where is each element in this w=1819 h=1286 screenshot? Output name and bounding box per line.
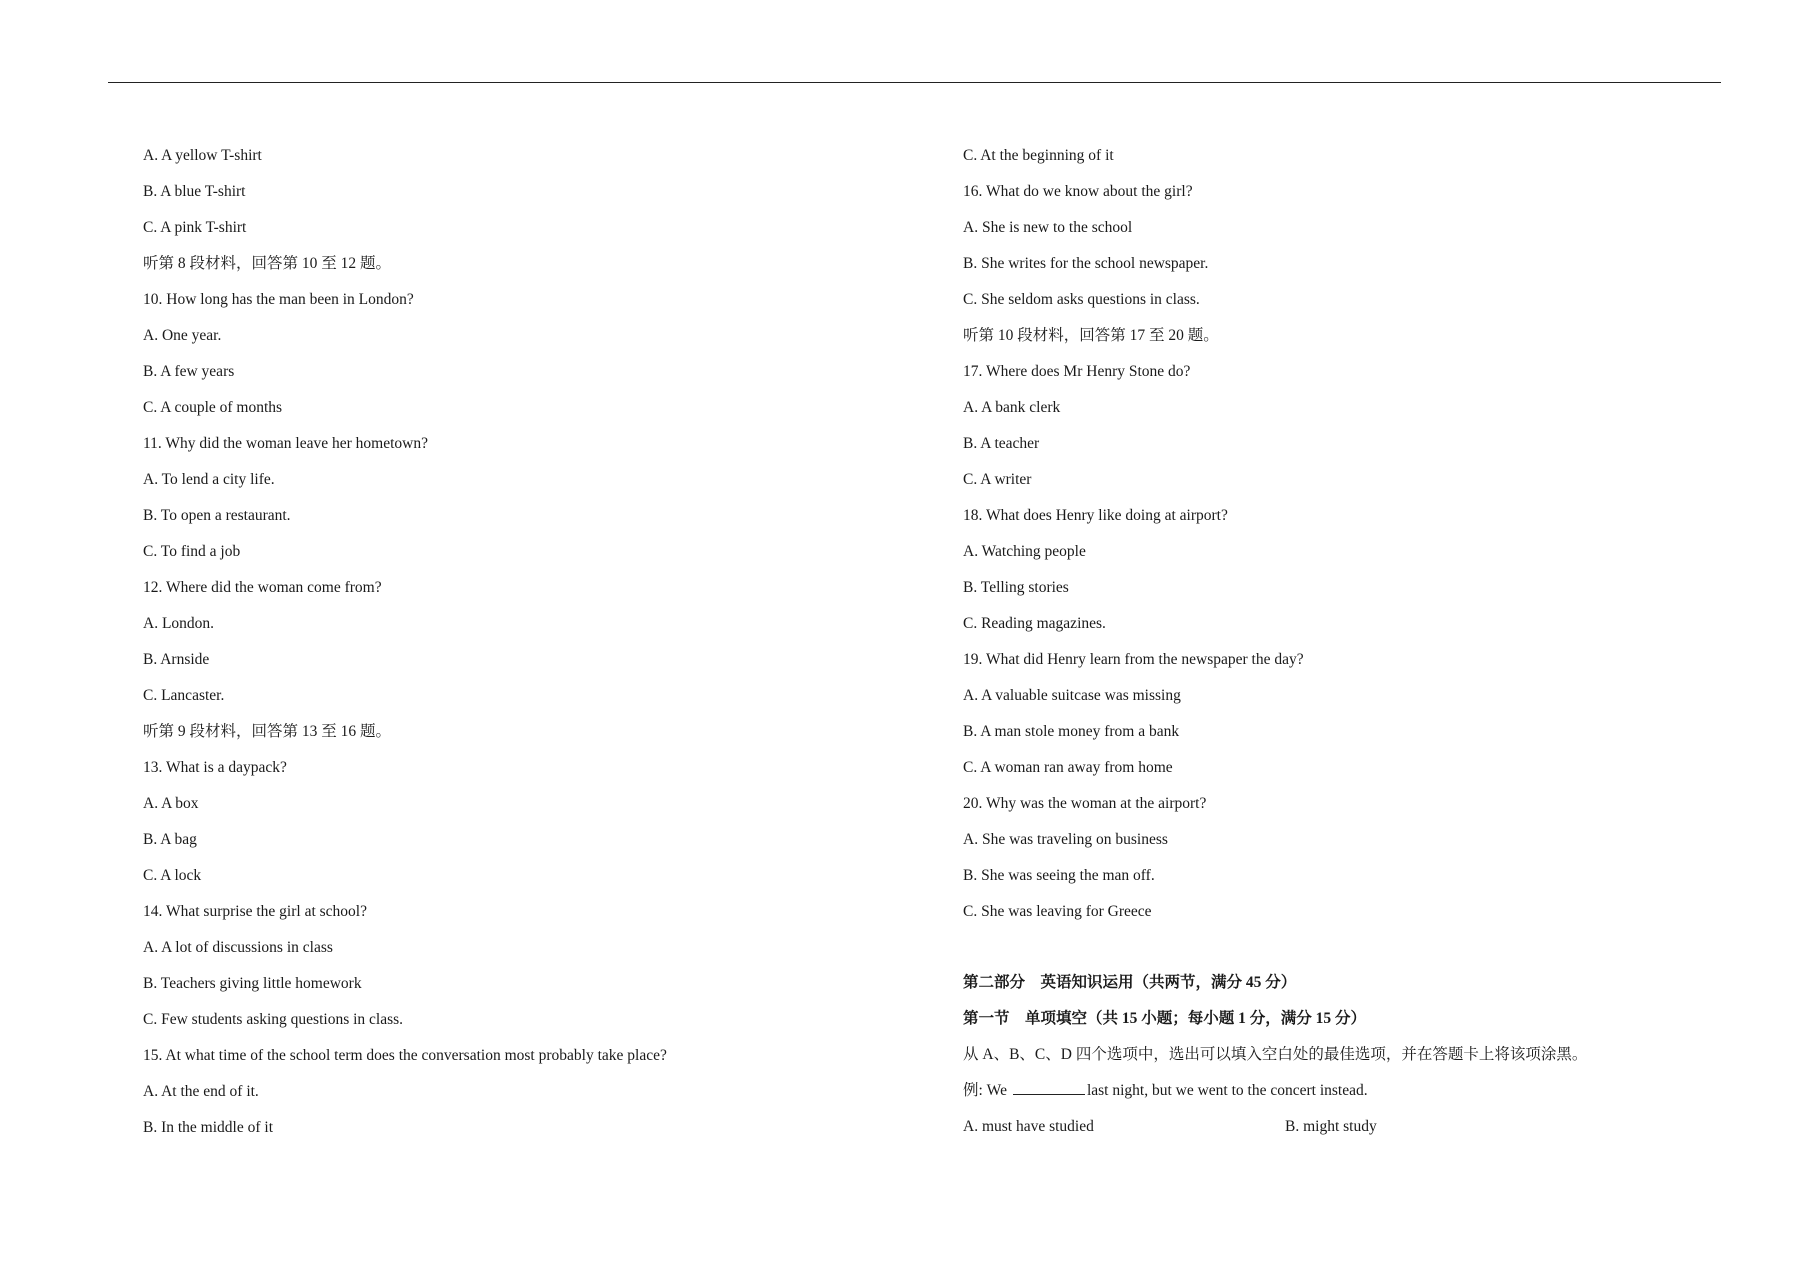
question-line: B. She writes for the school newspaper.	[963, 255, 1209, 272]
question-line: 15. At what time of the school term does the conversation most probably take place?	[143, 1047, 667, 1064]
question-line: A. A valuable suitcase was missing	[963, 687, 1181, 704]
question-line: A. London.	[143, 615, 215, 632]
question-line: 19. What did Henry learn from the newspaper the day?	[963, 651, 1304, 668]
question-line: B. To open a restaurant.	[143, 507, 291, 524]
question-line: A. A box	[143, 795, 199, 812]
example-options	[963, 1109, 1723, 1145]
header-rule	[108, 82, 1721, 83]
question-line: C. A writer	[963, 471, 1032, 488]
question-line: 听第 9 段材料，回答第 13 至 16 题。	[143, 723, 392, 740]
question-line: C. A woman ran away from home	[963, 759, 1173, 776]
question-line: C. She was leaving for Greece	[963, 903, 1152, 920]
question-line: 听第 10 段材料，回答第 17 至 20 题。	[963, 327, 1219, 344]
question-line: A. At the end of it.	[143, 1083, 259, 1100]
example-suffix: last night, but we went to the concert instead.	[1086, 1082, 1368, 1099]
question-line: B. Arnside	[143, 651, 210, 668]
question-line: A. She was traveling on business	[963, 831, 1168, 848]
question-line: 13. What is a daypack?	[143, 759, 287, 776]
question-line: 10. How long has the man been in London?	[143, 291, 414, 308]
question-line: 14. What surprise the girl at school?	[143, 903, 367, 920]
question-line: B. A blue T-shirt	[143, 183, 246, 200]
right-column	[963, 138, 1723, 1145]
question-line: B. A bag	[143, 831, 197, 848]
section-one-title: 第一节 单项填空（共 15 小题；每小题 1 分，满分 15 分）	[963, 1010, 1367, 1027]
question-line: B. A teacher	[963, 435, 1040, 452]
right-column-lines	[963, 138, 1723, 930]
question-line: C. A pink T-shirt	[143, 219, 247, 236]
example-option-a: A. must have studied	[963, 1118, 1094, 1135]
question-line: A. To lend a city life.	[143, 471, 275, 488]
question-line: C. Few students asking questions in class.	[143, 1011, 404, 1028]
question-line: C. A lock	[143, 867, 202, 884]
question-line: B. A man stole money from a bank	[963, 723, 1180, 740]
question-line: C. To find a job	[143, 543, 241, 560]
question-line: A. A bank clerk	[963, 399, 1061, 416]
question-line: A. Watching people	[963, 543, 1086, 560]
example-prefix: 例: We	[963, 1082, 1007, 1099]
question-line: A. One year.	[143, 327, 222, 344]
part-two-title: 第二部分 英语知识运用（共两节，满分 45 分）	[963, 974, 1297, 991]
question-line: B. Teachers giving little homework	[143, 975, 362, 992]
question-line: C. A couple of months	[143, 399, 283, 416]
question-line: 11. Why did the woman leave her hometown?	[143, 435, 428, 452]
example-sentence	[963, 1073, 1723, 1109]
question-line: A. She is new to the school	[963, 219, 1133, 236]
question-line: A. A lot of discussions in class	[143, 939, 333, 956]
question-line: 16. What do we know about the girl?	[963, 183, 1193, 200]
left-column	[143, 138, 943, 1146]
question-line: C. At the beginning of it	[963, 147, 1114, 164]
question-line: C. Reading magazines.	[963, 615, 1106, 632]
answer-blank	[1013, 1080, 1085, 1095]
question-line: 20. Why was the woman at the airport?	[963, 795, 1207, 812]
question-line: A. A yellow T-shirt	[143, 147, 262, 164]
question-line: C. She seldom asks questions in class.	[963, 291, 1200, 308]
instruction-text: 从 A、B、C、D 四个选项中，选出可以填入空白处的最佳选项，并在答题卡上将该项涂黑。	[963, 1046, 1588, 1063]
question-line: 12. Where did the woman come from?	[143, 579, 382, 596]
section-gap	[963, 930, 1723, 965]
example-option-b: B. might study	[1285, 1118, 1377, 1135]
question-line: 18. What does Henry like doing at airport?	[963, 507, 1228, 524]
question-line: B. In the middle of it	[143, 1119, 274, 1136]
question-line: C. Lancaster.	[143, 687, 225, 704]
question-line: B. A few years	[143, 363, 235, 380]
question-line: B. Telling stories	[963, 579, 1069, 596]
question-line: B. She was seeing the man off.	[963, 867, 1155, 884]
question-line: 17. Where does Mr Henry Stone do?	[963, 363, 1191, 380]
question-line: 听第 8 段材料，回答第 10 至 12 题。	[143, 255, 392, 272]
